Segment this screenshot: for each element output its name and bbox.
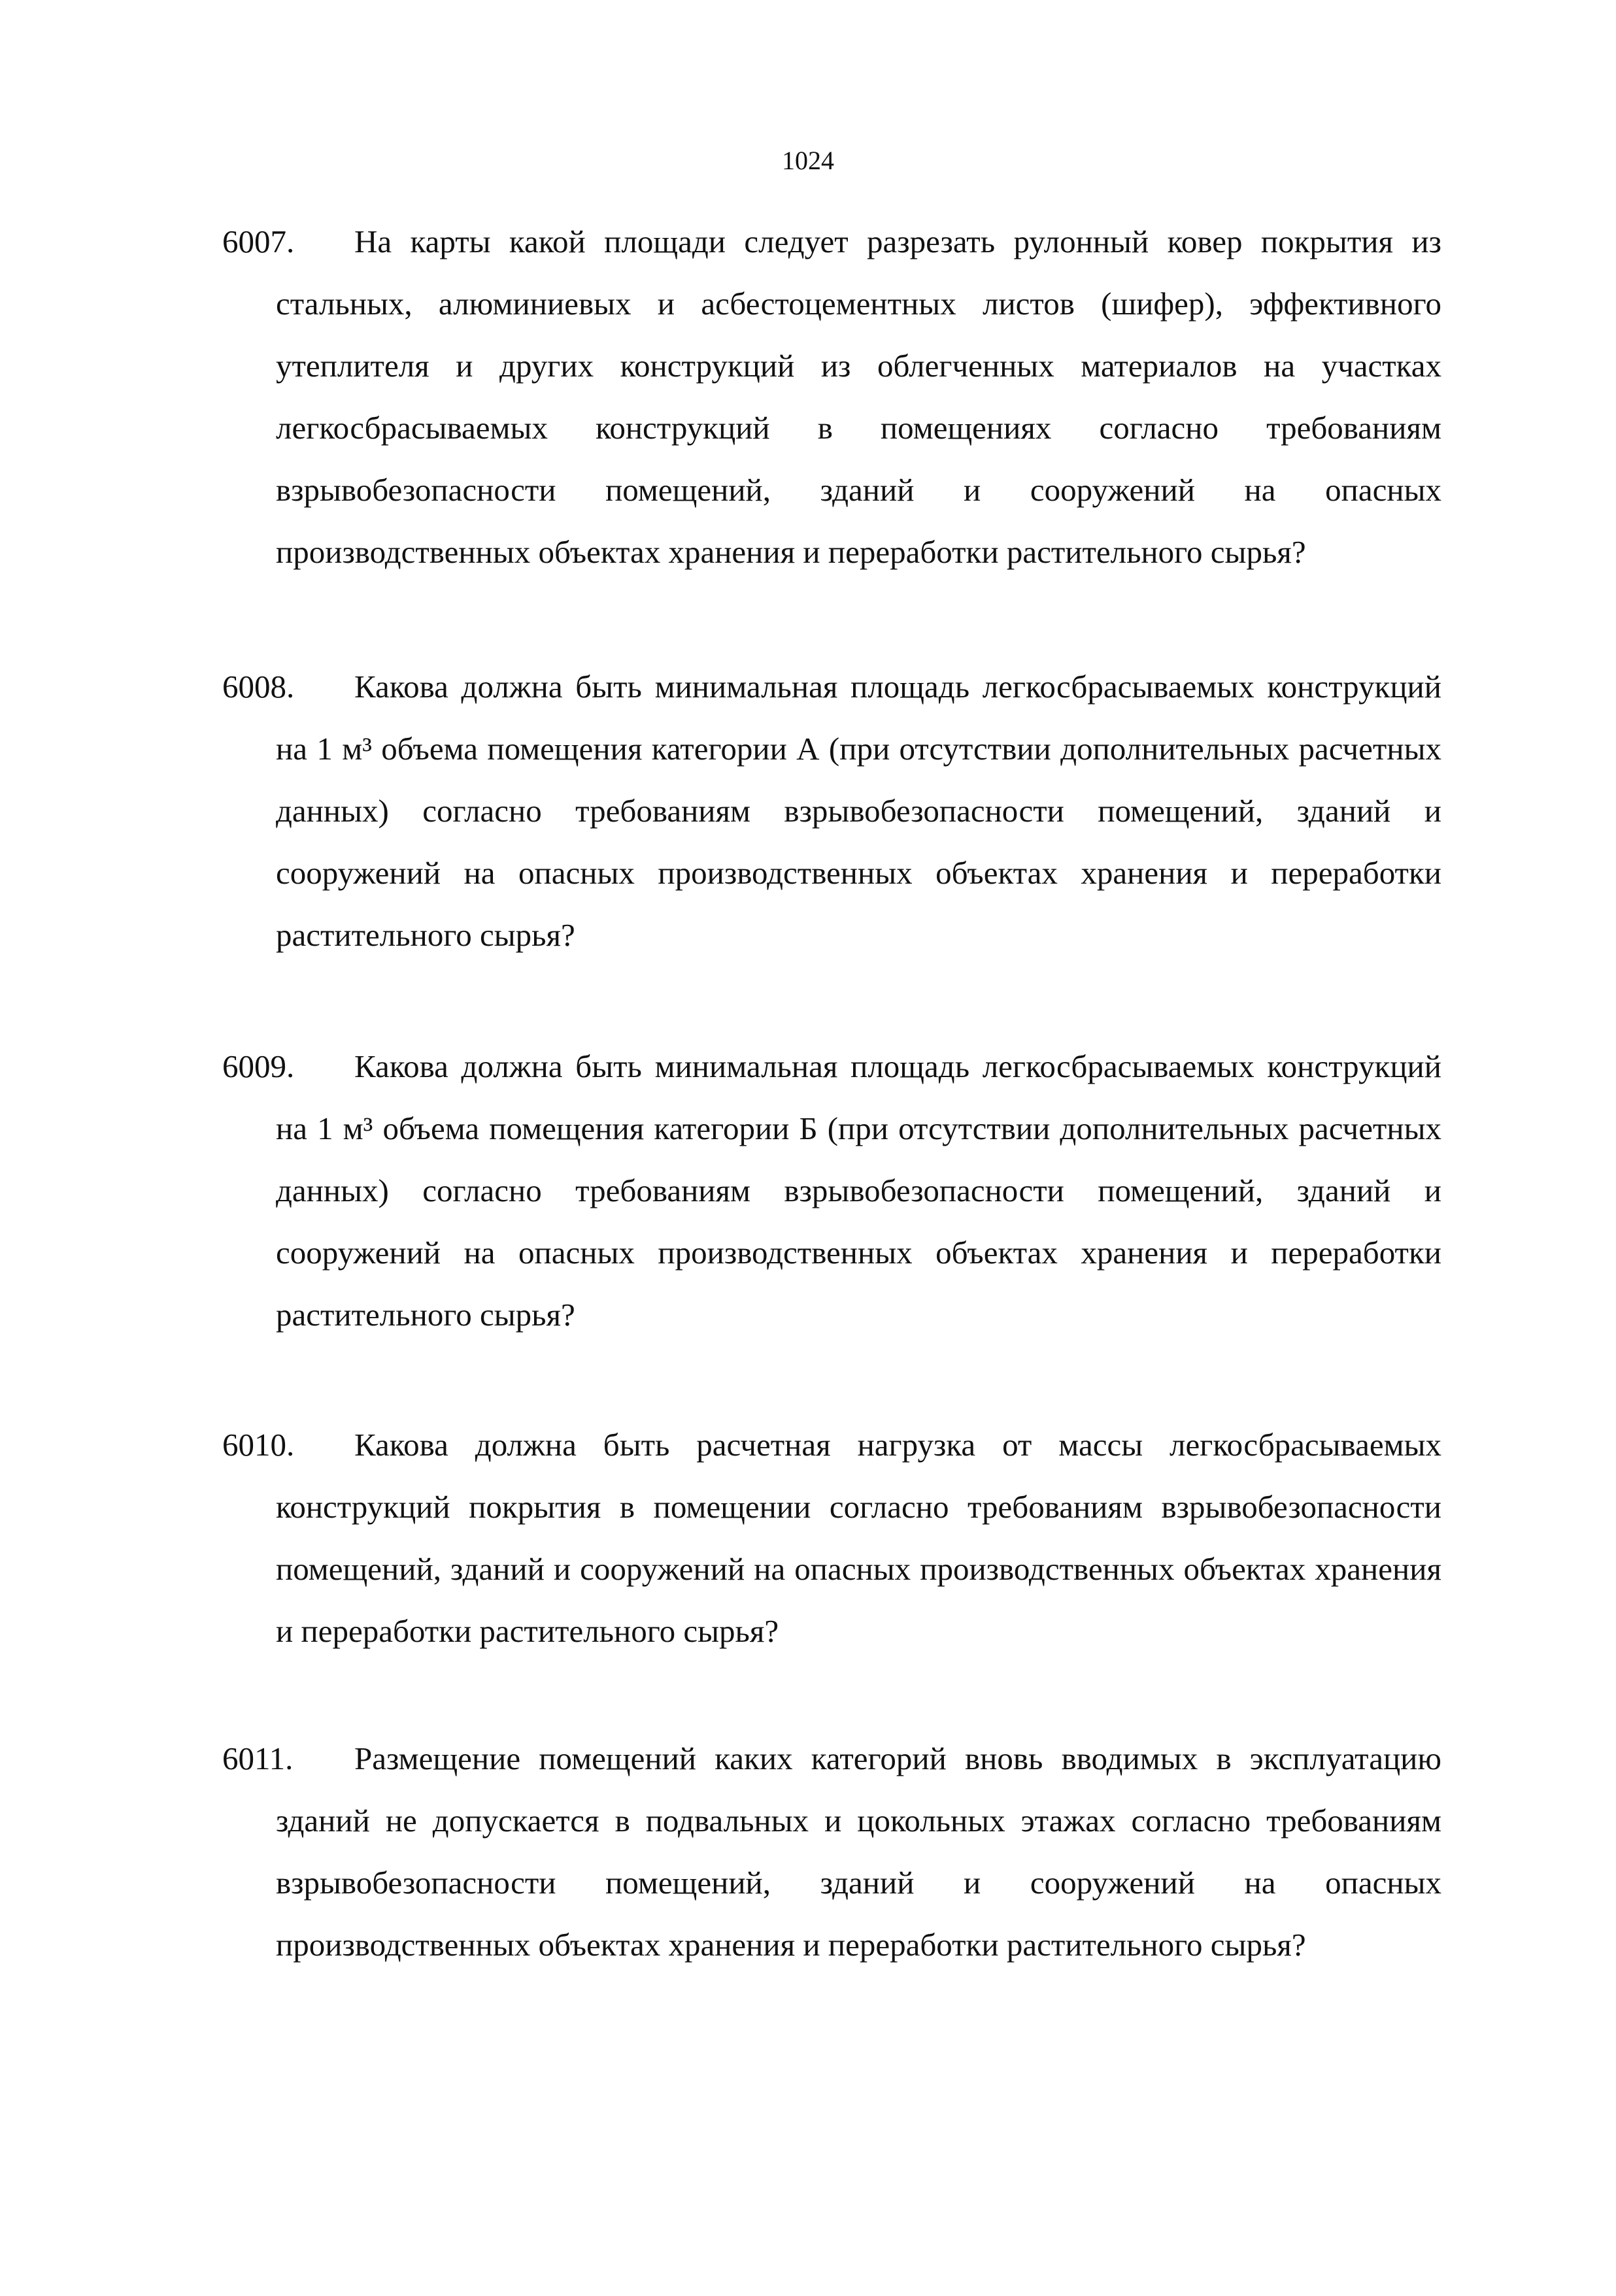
question-number: 6008. (222, 669, 295, 705)
question-number: 6010. (222, 1427, 295, 1463)
question-text: Какова должна быть минимальная площадь легкосбрасываемых конструкций на 1 м³ объема помещения категории Б (при отсутствии дополнительных расчетных данных) согласно требованиям взрывобезопасности помещений, зданий и сооружений на опасных производственных объектах хранения и переработки растительного сырья? (276, 1048, 1441, 1333)
question-number: 6009. (222, 1048, 295, 1084)
question-item-6007 (222, 210, 1441, 583)
question-item-6008 (222, 656, 1441, 966)
question-item-6011 (222, 1727, 1441, 1976)
question-text: Размещение помещений каких категорий вновь вводимых в эксплуатацию зданий не допускается в подвальных и цокольных этажах согласно требованиям взрывобезопасности помещений, зданий и сооружений на опасных производственных объектах хранения и переработки растительного сырья? (276, 1740, 1441, 1963)
question-item-6009 (222, 1035, 1441, 1346)
question-number: 6011. (222, 1740, 294, 1776)
question-text: На карты какой площади следует разрезать рулонный ковер покрытия из стальных, алюминиевых и асбестоцементных листов (шифер), эффективного утеплителя и других конструкций из облегченных материалов на участках легкосбрасываемых конструкций в помещениях согласно требованиям взрывобезопасности помещений, зданий и сооружений на опасных производственных объектах хранения и переработки растительного сырья? (276, 224, 1441, 570)
question-text: Какова должна быть минимальная площадь легкосбрасываемых конструкций на 1 м³ объема помещения категории А (при отсутствии дополнительных расчетных данных) согласно требованиям взрывобезопасности помещений, зданий и сооружений на опасных производственных объектах хранения и переработки растительного сырья? (276, 669, 1441, 953)
question-number: 6007. (222, 224, 295, 259)
question-text: Какова должна быть расчетная нагрузка от массы легкосбрасываемых конструкций покрытия в помещении согласно требованиям взрывобезопасности помещений, зданий и сооружений на опасных производственных объектах хранения и переработки растительного сырья? (276, 1427, 1441, 1649)
question-item-6010 (222, 1414, 1441, 1662)
page-number: 1024 (782, 146, 834, 175)
